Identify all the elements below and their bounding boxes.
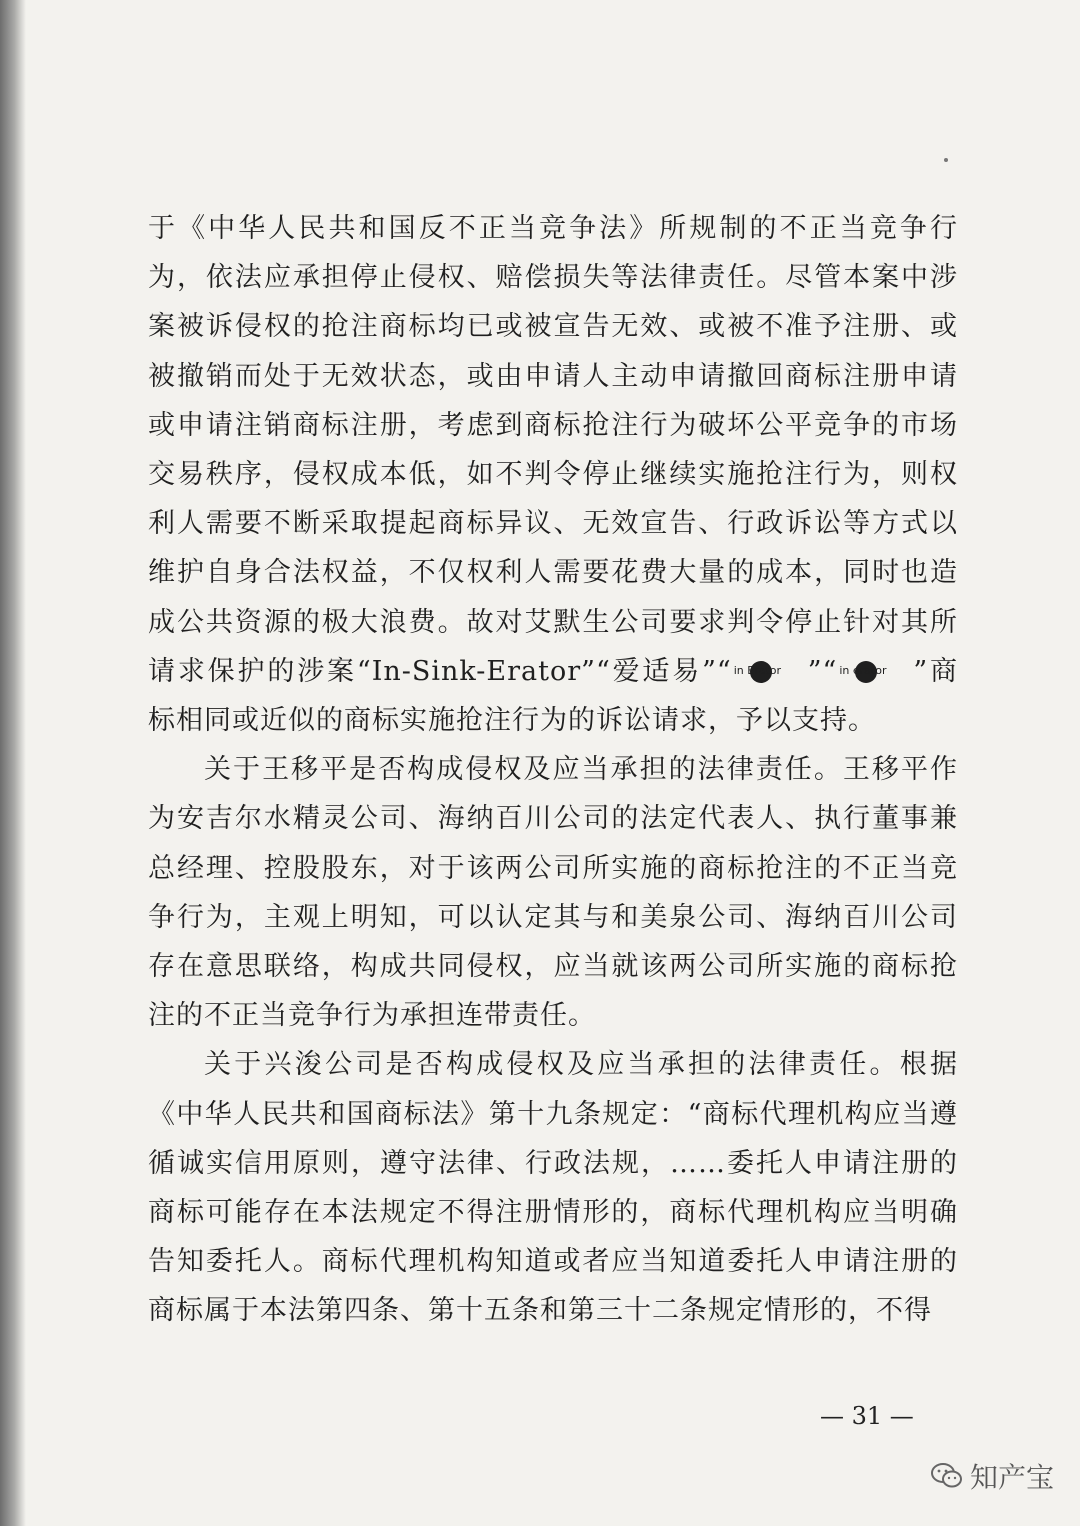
logo-wordmark: in erator: [839, 664, 887, 678]
paragraph-1-text-end: ”商标相同或近似的商标实施抢注行为的诉讼请求，予以支持。: [148, 655, 958, 737]
paragraph-1: [148, 204, 958, 745]
watermark-text: 知产宝: [970, 1461, 1055, 1494]
scan-speck: [944, 158, 948, 162]
insinkerator-logo-2: [839, 661, 911, 683]
logo-wordmark: in Erator: [733, 664, 782, 678]
wechat-icon: [930, 1462, 964, 1490]
watermark: [930, 1456, 1054, 1496]
paragraph-2: 关于王移平是否构成侵权及应当承担的法律责任。王移平作为安吉尔水精灵公司、海纳百川公司的法定代表人、执行董事兼总经理、控股股东，对于该两公司所实施的商标抢注的不正当竞争行为，主观上明知，可以认定其与和美泉公司、海纳百川公司存在意思联络，构成共同侵权，应当就该两公司所实施的商标抢注的不正当竞争行为承担连带责任。: [148, 754, 958, 1032]
paragraph-3: 关于兴浚公司是否构成侵权及应当承担的法律责任。根据《中华人民共和国商标法》第十九条规定：“商标代理机构应当遵循诚实信用原则，遵守法律、行政法规，……委托人申请注册的商标可能存在本法规定不得注册情形的，商标代理机构应当明确告知委托人。商标代理机构知道或者应当知道委托人申请注册的商标属于本法第四条、第十五条和第三十二条规定情形的，不得: [148, 1049, 958, 1327]
insinkerator-logo-1: [734, 661, 806, 683]
page-number: — 31 —: [820, 1402, 914, 1430]
document-body: [148, 204, 958, 1336]
scan-edge-shadow: [0, 0, 26, 1526]
quote-separator: ”“: [807, 655, 838, 687]
paragraph-1-text: 于《中华人民共和国反不正当竞争法》所规制的不正当竞争行为，依法应承担停止侵权、赔偿损失等法律责任。尽管本案中涉案被诉侵权的抢注商标均已或被宣告无效、或被不准予注册、或被撤销而处于无效状态，或由申请人主动申请撤回商标注册申请或申请注销商标注册，考虑到商标抢注行为破坏公平竞争的市场交易秩序，侵权成本低，如不判令停止继续实施抢注行为，则权利人需要不断采取提起商标异议、无效宣告、行政诉讼等方式以维护自身合法权益，不仅权利人需要花费大量的成本，同时也造成公共资源的极大浪费。故对艾默生公司要求判令停止针对其所请求保护的涉案“In-Sink-Erator”“爱适易”“: [148, 213, 958, 687]
